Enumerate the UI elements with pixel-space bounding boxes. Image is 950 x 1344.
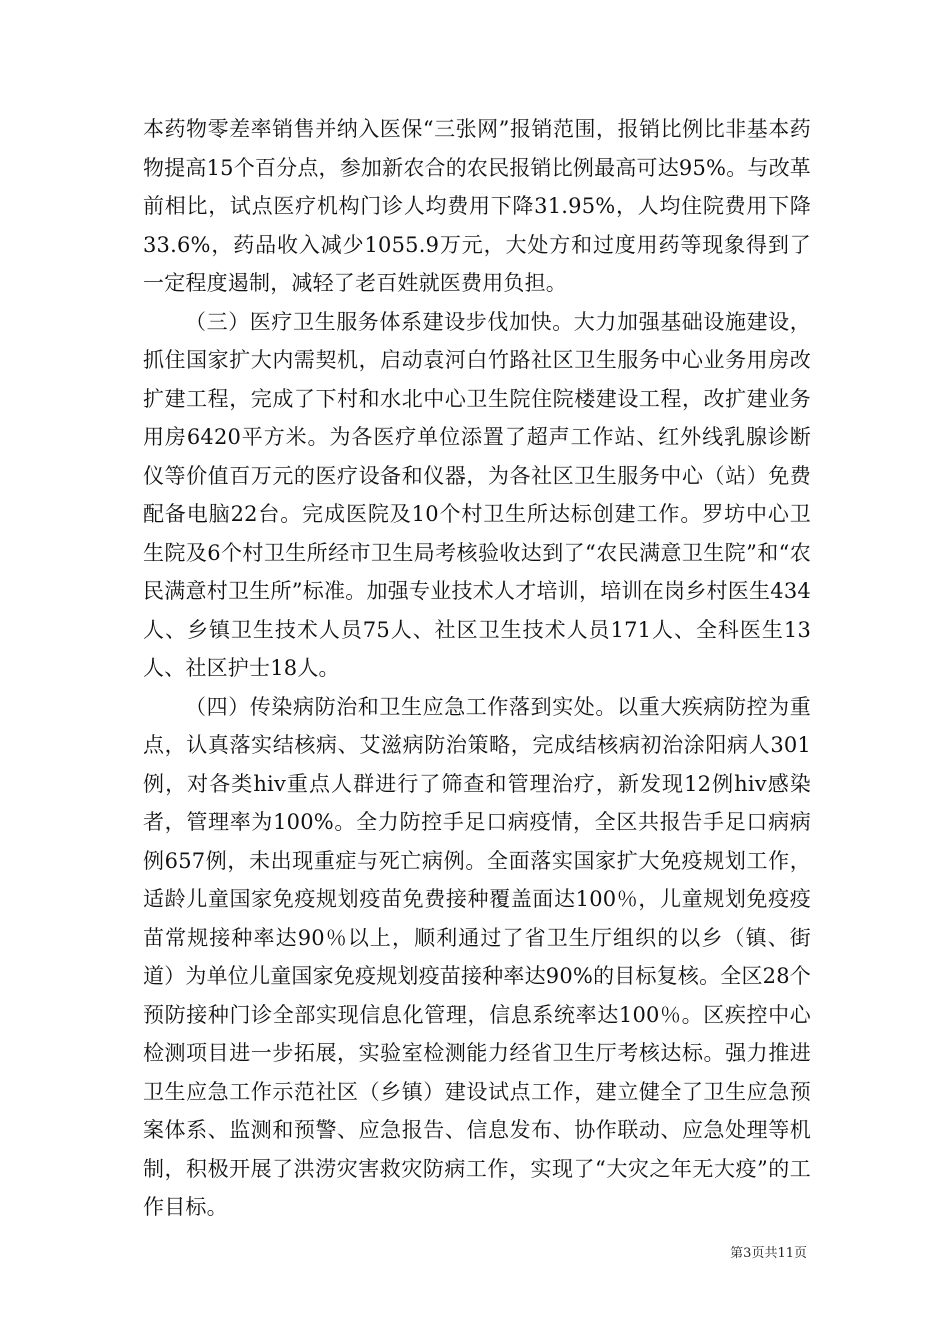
document-body xyxy=(143,110,811,1227)
paragraph-continuation: 本药物零差率销售并纳入医保“三张网”报销范围，报销比例比非基本药物提高15个百分点，参加新农合的农民报销比例最高可达95%。与改革前相比，试点医疗机构门诊人均费用下降31.95%，人均住院费用下降33.6%，药品收入减少1055.9万元，大处方和过度用药等现象得到了一定程度遏制，减轻了老百姓就医费用负担。 xyxy=(143,117,811,295)
page-number-footer: 第3页共11页 xyxy=(730,1246,807,1261)
paragraph-section-three: （三）医疗卫生服务体系建设步伐加快。大力加强基础设施建设，抓住国家扩大内需契机，启动袁河白竹路社区卫生服务中心业务用房改扩建工程，完成了下村和水北中心卫生院住院楼建设工程，改扩建业务用房6420平方米。为各医疗单位添置了超声工作站、红外线乳腺诊断仪等价值百万元的医疗设备和仪器，为各社区卫生服务中心（站）免费配备电脑22台。完成医院及10个村卫生所达标创建工作。罗坊中心卫生院及6个村卫生所经市卫生局考核验收达到了“农民满意卫生院”和“农民满意村卫生所”标准。加强专业技术人才培训，培训在岗乡村医生434人、乡镇卫生技术人员75人、社区卫生技术人员171人、全科医生13人、社区护士18人。 xyxy=(143,309,811,680)
paragraph-section-four: （四）传染病防治和卫生应急工作落到实处。以重大疾病防控为重点，认真落实结核病、艾滋病防治策略，完成结核病初治涂阳病人301例，对各类hiv重点人群进行了筛查和管理治疗，新发现12例hiv感染者，管理率为100%。全力防控手足口病疫情，全区共报告手足口病病例657例，未出现重症与死亡病例。全面落实国家扩大免疫规划工作，适龄儿童国家免疫规划疫苗免费接种覆盖面达100％，儿童规划免疫疫苗常规接种率达90％以上，顺利通过了省卫生厅组织的以乡（镇、街道）为单位儿童国家免疫规划疫苗接种率达90%的目标复核。全区28个预防接种门诊全部实现信息化管理，信息系统率达100％。区疾控中心检测项目进一步拓展，实验室检测能力经省卫生厅考核达标。强力推进卫生应急工作示范社区（乡镇）建设试点工作，建立健全了卫生应急预案体系、监测和预警、应急报告、信息发布、协作联动、应急处理等机制，积极开展了洪涝灾害救灾防病工作，实现了“大灾之年无大疫”的工作目标。 xyxy=(143,694,811,1219)
